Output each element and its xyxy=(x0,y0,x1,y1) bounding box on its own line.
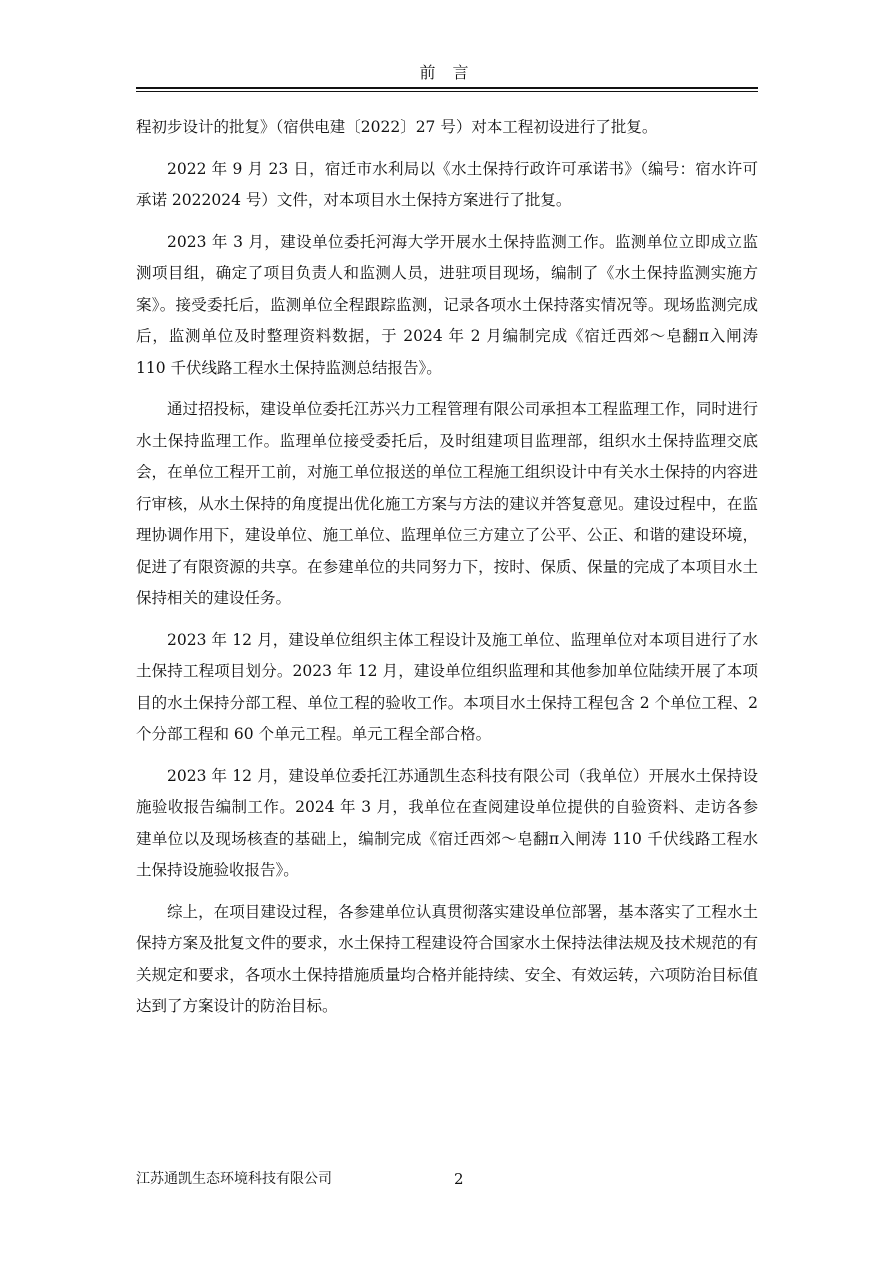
page-header-title: 前 言 xyxy=(419,63,475,82)
header-rule-thick xyxy=(136,87,758,89)
paragraph-project-division: 2023 年 12 月，建设单位组织主体工程设计及施工单位、监理单位对本项目进行了水土保持工程项目划分。2023 年 12 月，建设单位组织监理和其他参加单位陆续开展了本项目的水土保持分部工程、单位工程的验收工作。本项目水土保持工程包含 2 个单位工程、2 个分部工程和 60 个单元工程。单元工程全部合格。 xyxy=(136,630,758,743)
document-body xyxy=(136,112,758,1033)
footer-company-name: 江苏通凯生态环境科技有限公司 xyxy=(136,1171,332,1187)
paragraph-report-compilation: 2023 年 12 月，建设单位委托江苏通凯生态科技有限公司（我单位）开展水土保持设施验收报告编制工作。2024 年 3 月，我单位在查阅建设单位提供的自验资料、走访各参建单位以及现场核查的基础上，编制完成《宿迁西郊～皂翻π入闸涛 110 千伏线路工程水土保持设施验收报告》。 xyxy=(136,766,758,879)
paragraph-summary: 综上，在项目建设过程，各参建单位认真贯彻落实建设单位部署，基本落实了工程水土保持方案及批复文件的要求，水土保持工程建设符合国家水土保持法律法规及技术规范的有关规定和要求，各项水土保持措施质量均合格并能持续、安全、有效运转，六项防治目标值达到了方案设计的防治目标。 xyxy=(136,902,758,1015)
paragraph-approval: 2022 年 9 月 23 日，宿迁市水利局以《水土保持行政许可承诺书》（编号：宿水许可承诺 2022024 号）文件，对本项目水土保持方案进行了批复。 xyxy=(136,159,758,209)
page-footer xyxy=(136,1168,758,1190)
footer-page-number: 2 xyxy=(454,1170,464,1188)
header-rule-thin xyxy=(136,91,758,92)
paragraph-supervision: 通过招投标，建设单位委托江苏兴力工程管理有限公司承担本工程监理工作，同时进行水土保持监理工作。监理单位接受委托后，及时组建项目监理部，组织水土保持监理交底会，在单位工程开工前，对施工单位报送的单位工程施工组织设计中有关水土保持的内容进行审核，从水土保持的角度提出优化施工方案与方法的建议并答复意见。建设过程中，在监理协调作用下，建设单位、施工单位、监理单位三方建立了公平、公正、和谐的建设环境，促进了有限资源的共享。在参建单位的共同努力下，按时、保质、保量的完成了本项目水土保持相关的建设任务。 xyxy=(136,400,758,607)
paragraph-monitoring: 2023 年 3 月，建设单位委托河海大学开展水土保持监测工作。监测单位立即成立监测项目组，确定了项目负责人和监测人员，进驻项目现场，编制了《水土保持监测实施方案》。接受委托后，监测单位全程跟踪监测，记录各项水土保持落实情况等。现场监测完成后，监测单位及时整理资料数据，于 2024 年 2 月编制完成《宿迁西郊～皂翻π入闸涛 110 千伏线路工程水土保持监测总结报告》。 xyxy=(136,232,758,377)
paragraph-continuation: 程初步设计的批复》（宿供电建〔2022〕27 号）对本工程初设进行了批复。 xyxy=(136,118,658,136)
